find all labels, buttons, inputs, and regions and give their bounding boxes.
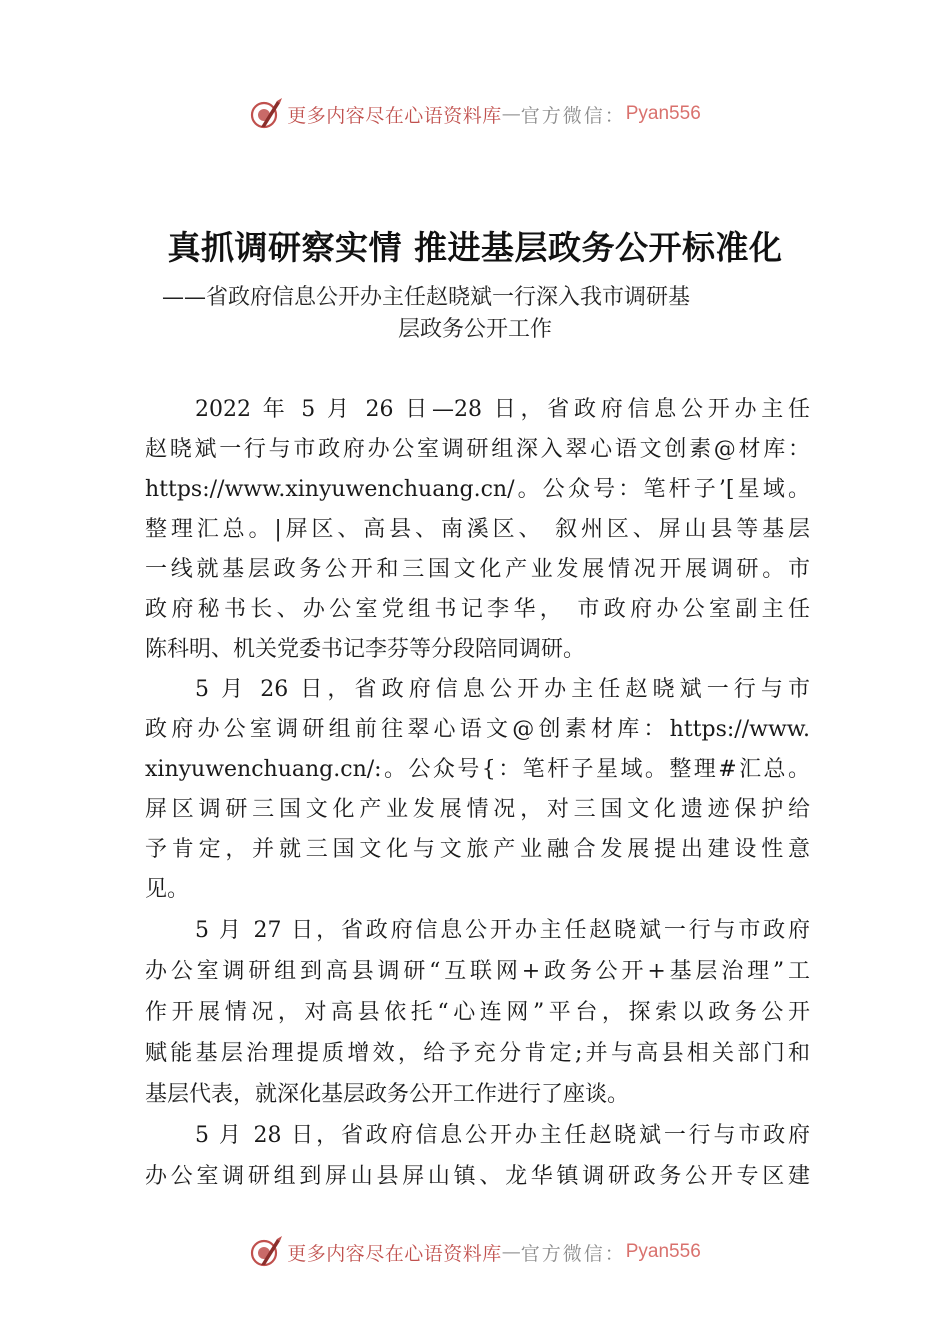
paragraph-line: 赋能基层治理提质增效，给予充分肯定;并与高县相关部门和 xyxy=(145,1041,810,1066)
header-watermark-banner xyxy=(0,94,950,134)
banner-official-label: 官方微信： xyxy=(520,104,626,127)
banner-library-text: 更多内容尽在心语资料库 xyxy=(287,1242,502,1265)
banner-separator: — xyxy=(501,103,521,125)
paragraph-line: xinyuwenchuang.cn/:。公众号{：笔杆子星域。整理#汇总。 xyxy=(145,757,810,782)
paragraph-line: 政府办公室调研组前往翠心语文@创素材库：https://www. xyxy=(145,717,810,742)
paragraph-line: 整理汇总。|屏区、高县、南溪区、 叙州区、屏山县等基层 xyxy=(145,517,810,542)
paragraph-2 xyxy=(145,670,810,910)
paragraph-line: 一线就基层政务公开和三国文化产业发展情况开展调研。市 xyxy=(145,557,810,582)
banner-account-id: Pyan556 xyxy=(625,1241,701,1262)
paragraph-line: 见。 xyxy=(145,877,190,902)
document-subtitle xyxy=(150,282,800,346)
document-body xyxy=(145,390,810,1197)
paragraph-line: 予肯定，并就三国文化与文旅产业融合发展提出建设性意 xyxy=(145,837,810,862)
paragraph-line: https://www.xinyuwenchuang.cn/。公众号：笔杆子’[星域。 xyxy=(145,477,810,502)
paragraph-line: 2022 年 5 月 26 日—28 日，省政府信息公开办主任 xyxy=(195,397,810,422)
paragraph-line: 陈科明、机关党委书记李芬等分段陪同调研。 xyxy=(145,637,586,662)
paragraph-line: 基层代表，就深化基层政务公开工作进行了座谈。 xyxy=(145,1082,630,1107)
paragraph-line: 5 月 26 日，省政府信息公开办主任赵晓斌一行与市 xyxy=(195,677,810,702)
paragraph-line: 作开展情况，对高县依托“心连网”平台，探索以政务公开 xyxy=(145,1000,810,1025)
paragraph-line: 屏区调研三国文化产业发展情况，对三国文化遗迹保护给 xyxy=(145,797,810,822)
banner-official-label: 官方微信： xyxy=(520,1242,626,1265)
paragraph-line: 5 月 27 日，省政府信息公开办主任赵晓斌一行与市政府 xyxy=(195,918,810,943)
banner-library-text: 更多内容尽在心语资料库 xyxy=(287,104,502,127)
paragraph-4 xyxy=(145,1115,810,1197)
paragraph-line: 办公室调研组到屏山县屏山镇、龙华镇调研政务公开专区建 xyxy=(145,1164,810,1189)
footer-watermark-banner xyxy=(0,1232,950,1272)
paragraph-line: 5 月 28 日，省政府信息公开办主任赵晓斌一行与市政府 xyxy=(195,1123,810,1148)
quill-pen-logo-icon xyxy=(249,1235,283,1269)
subtitle-line-1: ——省政府信息公开办主任赵晓斌一行深入我市调研基 xyxy=(162,285,691,310)
paragraph-line: 办公室调研组到高县调研“互联网+政务公开+基层治理”工 xyxy=(145,959,810,984)
banner-separator: — xyxy=(501,1241,521,1263)
banner-account-id: Pyan556 xyxy=(625,103,701,124)
paragraph-3 xyxy=(145,910,810,1115)
subtitle-line-2: 层政务公开工作 xyxy=(397,317,552,342)
paragraph-line: 政府秘书长、办公室党组书记李华， 市政府办公室副主任 xyxy=(145,597,810,622)
paragraph-1 xyxy=(145,390,810,670)
paragraph-line: 赵晓斌一行与市政府办公室调研组深入翠心语文创素@材库： xyxy=(145,437,810,462)
document-title: 真抓调研察实情 推进基层政务公开标准化 xyxy=(167,228,783,267)
quill-pen-logo-icon xyxy=(249,97,283,131)
